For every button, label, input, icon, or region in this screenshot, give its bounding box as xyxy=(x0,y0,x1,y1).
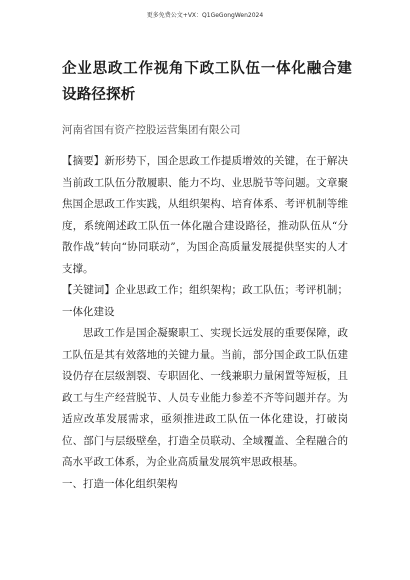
document-title: 企业思政工作视角下政工队伍一体化融合建设路径探析 xyxy=(62,60,352,103)
document-body xyxy=(62,151,348,495)
abstract-label: 【摘要】 xyxy=(62,155,105,167)
keywords-label: 【关键词】 xyxy=(62,284,115,296)
section-heading: 一、打造一体化组织架构 xyxy=(62,477,178,490)
keywords-text: 企业思政工作；组织架构；政工队伍；考评机制；一体化建设 xyxy=(62,284,349,318)
intro-paragraph: 思政工作是国企凝聚职工、实现长远发展的重要保障，政工队伍是其有效落地的关键力量。当前，部分国企政工队伍建设仍存在层级割裂、专职固化、一线兼职力量闲置等短板，且政工与生产经营脱节、人员专业能力参差不齐等问题并存。为适应改革发展需求，亟须推进政工队伍一体化建设，打破岗位、部门与层级壁垒，打造全员联动、全域覆盖、全程融合的高水平政工体系，为企业高质量发展筑牢思政根基。 xyxy=(62,327,348,468)
abstract-text: 新形势下，国企思政工作提质增效的关键，在于解决当前政工队伍分散履职、能力不均、业思脱节等问题。文章聚焦国企思政工作实践，从组织架构、培育体系、考评机制等维度，系统阐述政工队伍一体化融合建设路径，推动队伍从“分散作战”转向“协同联动”，为国企高质量发展提供坚实的人才支撑。 xyxy=(62,155,349,275)
keywords-paragraph xyxy=(62,280,348,323)
author-organization: 河南省国有资产控股运营集团有限公司 xyxy=(62,124,241,136)
header-note: 更多免费公文+VX：Q1GeGongWen2024 xyxy=(146,12,264,19)
abstract-paragraph xyxy=(62,151,348,280)
